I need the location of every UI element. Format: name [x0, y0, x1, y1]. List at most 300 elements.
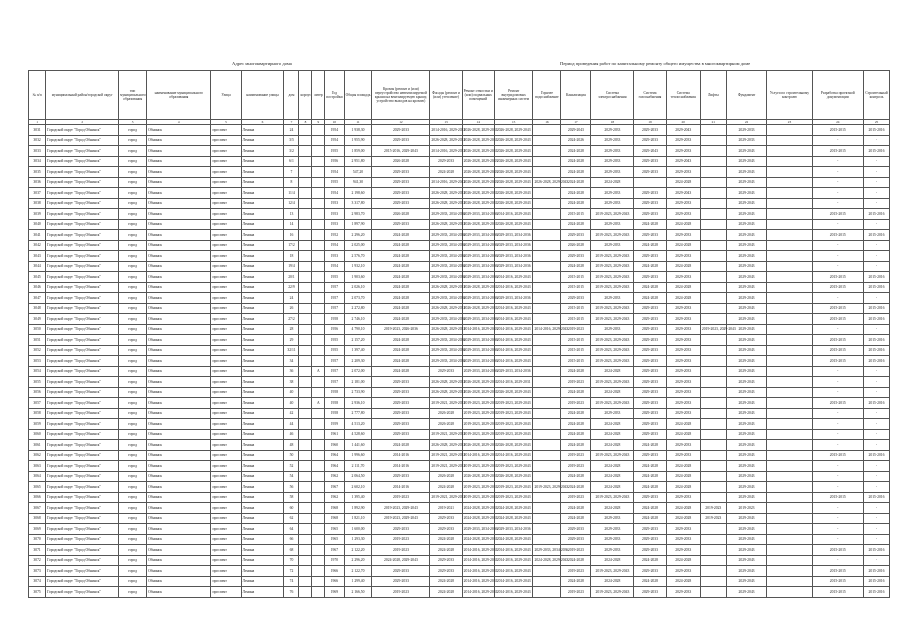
building-control-cell: - [864, 219, 890, 230]
elevator-cell [700, 545, 726, 556]
mo-name-cell: Обнинск [147, 545, 211, 556]
area-cell: 1 996,60 [344, 450, 372, 461]
column-number: 10 [325, 120, 344, 125]
row-number: 3052 [29, 345, 46, 356]
district-cell: Городской округ "Город Обнинск" [46, 566, 119, 577]
table-row [29, 366, 890, 377]
mo-name-cell: Обнинск [147, 146, 211, 157]
engineering-systems-cell: 2026-2028, 2029-2043 [494, 188, 533, 199]
building-control-cell: 2015-2016 [864, 356, 890, 367]
liter-cell [312, 198, 325, 209]
foundation-cell: 2029-2043 [726, 534, 767, 545]
row-number: 3031 [29, 125, 46, 136]
column-number: 7 [284, 120, 299, 125]
mo-type-cell: город [119, 419, 147, 430]
column-header: Кровля (ремонт и (или) переустройство невентилируемой крыши на вентилируемую крышу, устройство выходов на кровлю) [372, 71, 430, 120]
area-cell: 1 859,00 [344, 146, 372, 157]
elevator-cell [700, 240, 726, 251]
facade-cell: 2029-2033 [430, 156, 462, 167]
mo-name-cell: Обнинск [147, 293, 211, 304]
year-cell: 1958 [325, 408, 344, 419]
roof-cell: 2019-2023 [372, 492, 430, 503]
sewerage-cell: 2019-2023 [561, 492, 591, 503]
hot-water-cell [533, 251, 561, 262]
electric-cell: 2024-2028 [591, 419, 634, 430]
district-cell: Городской округ "Город Обнинск" [46, 450, 119, 461]
facade-cell: 2026-2028, 2029-2031 [430, 282, 462, 293]
mo-name-cell: Обнинск [147, 555, 211, 566]
street-type-cell: проспект [211, 345, 241, 356]
table-row [29, 314, 890, 325]
hot-water-cell [533, 335, 561, 346]
heating-cell: 2029-2033 [666, 198, 700, 209]
table-row [29, 440, 890, 451]
building-control-cell: - [864, 429, 890, 440]
design-documentation-cell: 2015-2015 [812, 209, 864, 220]
table-row [29, 545, 890, 556]
foundation-cell: 2029-2043 [726, 450, 767, 461]
row-number: 3074 [29, 576, 46, 587]
foundation-cell: 2019-2023 [726, 503, 767, 514]
design-documentation-cell: - [812, 534, 864, 545]
mo-name-cell: Обнинск [147, 303, 211, 314]
sewerage-cell: 2024-2028 [561, 146, 591, 157]
roof-cell: 2029-2033 [372, 219, 430, 230]
street-name-cell: Ленина [241, 261, 284, 272]
elevator-cell [700, 272, 726, 283]
korpus-cell [299, 335, 312, 346]
year-cell: 1968 [325, 513, 344, 524]
mo-type-cell: город [119, 398, 147, 409]
foundation-cell: 2029-2043 [726, 576, 767, 587]
elevator-cell [700, 209, 726, 220]
house-cell: 11/4 [284, 188, 299, 199]
column-header: дом [284, 71, 299, 120]
mo-name-cell: Обнинск [147, 219, 211, 230]
heating-cell: 2029-2033 [666, 324, 700, 335]
hot-water-cell: 2014-2016, 2029-2043 [533, 324, 561, 335]
year-cell: 1957 [325, 293, 344, 304]
electric-cell: 2019-2023, 2029-2043 [591, 261, 634, 272]
korpus-cell [299, 429, 312, 440]
elevator-cell [700, 314, 726, 325]
basement-cell: 2026-2028, 2029-2031 [462, 219, 494, 230]
design-documentation-cell: - [812, 387, 864, 398]
liter-cell [312, 146, 325, 157]
sewerage-cell: 2024-2028 [561, 198, 591, 209]
facade-cell: 2029-2033 [430, 513, 462, 524]
house-cell: 16 [284, 230, 299, 241]
heating-cell: 2029-2043 [666, 188, 700, 199]
table-row [29, 555, 890, 566]
foundation-cell: 2029-2043 [726, 230, 767, 241]
street-name-cell: Ленина [241, 513, 284, 524]
engineering-systems-cell: 2014-2016, 2029-2043 [494, 324, 533, 335]
mo-name-cell: Обнинск [147, 188, 211, 199]
foundation-cell: 2029-2043 [726, 324, 767, 335]
table-row [29, 419, 890, 430]
foundation-cell: 2029-2033 [726, 125, 767, 136]
heating-cell: 2029-2033 [666, 167, 700, 178]
electric-cell: 2019-2023, 2029-2043 [591, 566, 634, 577]
hot-water-cell [533, 240, 561, 251]
mo-name-cell: Обнинск [147, 167, 211, 178]
house-cell: 74 [284, 576, 299, 587]
heating-cell: 2029-2033 [666, 450, 700, 461]
table-row [29, 240, 890, 251]
row-number: 3066 [29, 492, 46, 503]
street-type-cell: проспект [211, 366, 241, 377]
roof-cell: 2014-2016 [372, 461, 430, 472]
house-cell: 40 [284, 398, 299, 409]
street-type-cell: проспект [211, 261, 241, 272]
district-cell: Городской округ "Город Обнинск" [46, 461, 119, 472]
heating-cell: 2024-2028 [666, 177, 700, 188]
foundation-cell: 2029-2043 [726, 408, 767, 419]
row-number: 3040 [29, 219, 46, 230]
construction-control-cell [767, 324, 812, 335]
facade-cell: 2029-2033, 2034-2036 [430, 345, 462, 356]
building-control-cell: - [864, 167, 890, 178]
korpus-cell [299, 156, 312, 167]
row-number: 3073 [29, 566, 46, 577]
heating-cell: 2029-2033 [666, 408, 700, 419]
building-control-cell: - [864, 366, 890, 377]
liter-cell [312, 534, 325, 545]
facade-cell: 2026-2028, 2029-2031 [430, 303, 462, 314]
foundation-cell: 2029-2043 [726, 188, 767, 199]
construction-control-cell [767, 513, 812, 524]
basement-cell: 2026-2028, 2029-2031 [462, 146, 494, 157]
sewerage-cell: 2015-2015 [561, 335, 591, 346]
roof-cell: 2029-2033 [372, 429, 430, 440]
street-name-cell: Ленина [241, 524, 284, 535]
row-number: 3075 [29, 587, 46, 598]
district-cell: Городской округ "Город Обнинск" [46, 230, 119, 241]
heating-cell: 2029-2033 [666, 534, 700, 545]
korpus-cell [299, 293, 312, 304]
liter-cell [312, 524, 325, 535]
gas-cell: 2029-2033 [634, 324, 666, 335]
basement-cell: 2024-2028, 2029-2031 [462, 534, 494, 545]
construction-control-cell [767, 377, 812, 388]
building-control-cell: 2015-2016 [864, 146, 890, 157]
street-type-cell: проспект [211, 209, 241, 220]
mo-name-cell: Обнинск [147, 471, 211, 482]
mo-name-cell: Обнинск [147, 419, 211, 430]
district-cell: Городской округ "Город Обнинск" [46, 492, 119, 503]
gas-cell: 2024-2028 [634, 261, 666, 272]
capital-repair-table [28, 70, 890, 598]
foundation-cell: 2029-2043 [726, 513, 767, 524]
electric-cell: 2029-2033 [591, 524, 634, 535]
construction-control-cell [767, 282, 812, 293]
house-cell: 32/11 [284, 345, 299, 356]
liter-cell [312, 587, 325, 598]
basement-cell: 2029-2033, 2034-2036 [462, 524, 494, 535]
korpus-cell [299, 356, 312, 367]
elevator-cell [700, 398, 726, 409]
year-cell: 1956 [325, 324, 344, 335]
column-header: Строительный контроль [864, 71, 890, 120]
design-documentation-cell: - [812, 440, 864, 451]
electric-cell: 2019-2023, 2029-2043 [591, 303, 634, 314]
table-row [29, 471, 890, 482]
mo-name-cell: Обнинск [147, 408, 211, 419]
facade-cell: 2026-2028 [430, 419, 462, 430]
roof-cell: 2019-2023, 2029-2043 [372, 513, 430, 524]
house-cell: 46 [284, 429, 299, 440]
hot-water-cell [533, 534, 561, 545]
table-row [29, 387, 890, 398]
facade-cell: 2026-2028, 2029-2031 [430, 135, 462, 146]
construction-control-cell [767, 555, 812, 566]
hot-water-cell: 2019-2023, 2029-2043 [533, 482, 561, 493]
mo-type-cell: город [119, 230, 147, 241]
district-cell: Городской округ "Город Обнинск" [46, 387, 119, 398]
street-name-cell: Ленина [241, 293, 284, 304]
street-name-cell: Ленина [241, 345, 284, 356]
mo-type-cell: город [119, 335, 147, 346]
facade-cell: 2026-2028 [430, 471, 462, 482]
street-type-cell: проспект [211, 125, 241, 136]
gas-cell: 2029-2033 [634, 303, 666, 314]
heating-cell: 2024-2028 [666, 219, 700, 230]
mo-name-cell: Обнинск [147, 587, 211, 598]
area-cell: 547,20 [344, 167, 372, 178]
gas-cell: 2029-2033 [634, 429, 666, 440]
construction-control-cell [767, 230, 812, 241]
gas-cell: 2024-2028 [634, 219, 666, 230]
building-control-cell: - [864, 240, 890, 251]
house-cell: 68 [284, 545, 299, 556]
street-name-cell: Ленина [241, 429, 284, 440]
heating-cell: 2029-2033 [666, 230, 700, 241]
roof-cell: 2029-2033 [372, 125, 430, 136]
liter-cell [312, 545, 325, 556]
heating-cell: 2029-2033 [666, 524, 700, 535]
construction-control-cell [767, 135, 812, 146]
hot-water-cell [533, 356, 561, 367]
elevator-cell [700, 198, 726, 209]
liter-cell [312, 419, 325, 430]
sewerage-cell: 2024-2026 [561, 135, 591, 146]
design-documentation-cell: 2015-2015 [812, 398, 864, 409]
korpus-cell [299, 461, 312, 472]
sewerage-cell: 2024-2028 [561, 387, 591, 398]
basement-cell: 2014-2016, 2029-2031 [462, 587, 494, 598]
mo-name-cell: Обнинск [147, 209, 211, 220]
sewerage-cell: 2019-2023 [561, 545, 591, 556]
roof-cell: 2024-2028 [372, 366, 430, 377]
building-control-cell: 2015-2016 [864, 545, 890, 556]
district-cell: Городской округ "Город Обнинск" [46, 503, 119, 514]
design-documentation-cell: 2015-2015 [812, 545, 864, 556]
gas-cell: 2029-2043 [634, 146, 666, 157]
hot-water-cell [533, 366, 561, 377]
foundation-cell: 2029-2043 [726, 461, 767, 472]
year-cell: 1968 [325, 503, 344, 514]
design-documentation-cell: - [812, 240, 864, 251]
row-number: 3056 [29, 387, 46, 398]
construction-control-cell [767, 177, 812, 188]
row-number: 3039 [29, 209, 46, 220]
facade-cell: 2029-2033, 2034-2036 [430, 356, 462, 367]
mo-name-cell: Обнинск [147, 282, 211, 293]
basement-cell: 2019-2023, 2029-2031 [462, 419, 494, 430]
row-number: 3058 [29, 408, 46, 419]
hot-water-cell [533, 387, 561, 398]
column-header: тип муниципального образования [119, 71, 147, 120]
table-row [29, 587, 890, 598]
table-row [29, 219, 890, 230]
electric-cell: 2024-2028 [591, 440, 634, 451]
year-cell: 1954 [325, 167, 344, 178]
house-cell: 14 [284, 219, 299, 230]
basement-cell: 2029-2033, 2034-2036 [462, 272, 494, 283]
hot-water-cell [533, 429, 561, 440]
liter-cell [312, 314, 325, 325]
mo-type-cell: город [119, 566, 147, 577]
engineering-systems-cell: 2026-2028, 2029-2043 [494, 471, 533, 482]
column-header: наименование муниципального образования [147, 71, 211, 120]
column-header: Общая площадь [344, 71, 372, 120]
street-name-cell: Ленина [241, 209, 284, 220]
heating-cell: 2024-2028 [666, 429, 700, 440]
column-header: Услуги по строительному контролю [767, 71, 812, 120]
roof-cell: 2019-2023 [372, 534, 430, 545]
hot-water-cell [533, 314, 561, 325]
district-cell: Городской округ "Город Обнинск" [46, 125, 119, 136]
mo-type-cell: город [119, 587, 147, 598]
area-cell: 1 892,90 [344, 503, 372, 514]
street-type-cell: проспект [211, 282, 241, 293]
sewerage-cell: 2024-2028 [561, 513, 591, 524]
design-documentation-cell: - [812, 471, 864, 482]
electric-cell: 2029-2033 [591, 135, 634, 146]
electric-cell: 2024-2028 [591, 482, 634, 493]
sewerage-cell: 2019-2023 [561, 566, 591, 577]
mo-type-cell: город [119, 156, 147, 167]
district-cell: Городской округ "Город Обнинск" [46, 167, 119, 178]
table-row [29, 146, 890, 157]
design-documentation-cell: 2015-2015 [812, 450, 864, 461]
table-row [29, 576, 890, 587]
construction-control-cell [767, 545, 812, 556]
column-header: наименование улицы [241, 71, 284, 120]
column-header: Канализация [561, 71, 591, 120]
korpus-cell [299, 419, 312, 430]
sewerage-cell: 2024-2028 [561, 167, 591, 178]
street-type-cell: проспект [211, 524, 241, 535]
year-cell: 1954 [325, 125, 344, 136]
elevator-cell [700, 471, 726, 482]
electric-cell: 2024-2028 [591, 366, 634, 377]
heating-cell: 2029-2033 [666, 356, 700, 367]
heating-cell: 2024-2028 [666, 576, 700, 587]
foundation-cell: 2029-2043 [726, 303, 767, 314]
design-documentation-cell: 2015-2015 [812, 356, 864, 367]
gas-cell: 2024-2028 [634, 576, 666, 587]
foundation-cell: 2029-2043 [726, 261, 767, 272]
area-cell: 2 166,50 [344, 587, 372, 598]
electric-cell: 2029-2033 [591, 324, 634, 335]
table-row [29, 566, 890, 577]
mo-name-cell: Обнинск [147, 576, 211, 587]
facade-cell: 2026-2028, 2029-2031 [430, 188, 462, 199]
korpus-cell [299, 503, 312, 514]
heating-cell: 2029-2033 [666, 492, 700, 503]
sewerage-cell: 2026-2028 [561, 240, 591, 251]
electric-cell: 2019-2023, 2029-2043 [591, 345, 634, 356]
year-cell: 1958 [325, 314, 344, 325]
korpus-cell [299, 177, 312, 188]
sewerage-cell: 2015-2015 [561, 272, 591, 283]
liter-cell [312, 335, 325, 346]
row-number: 3046 [29, 282, 46, 293]
engineering-systems-cell: 2014-2016, 2029-2043 [494, 209, 533, 220]
elevator-cell [700, 408, 726, 419]
hot-water-cell [533, 492, 561, 503]
mo-type-cell: город [119, 576, 147, 587]
korpus-cell [299, 440, 312, 451]
street-type-cell: проспект [211, 471, 241, 482]
mo-name-cell: Обнинск [147, 125, 211, 136]
table-row [29, 356, 890, 367]
street-type-cell: проспект [211, 177, 241, 188]
house-cell: 50 [284, 450, 299, 461]
street-name-cell: Ленина [241, 303, 284, 314]
mo-type-cell: город [119, 503, 147, 514]
korpus-cell [299, 555, 312, 566]
table-row [29, 251, 890, 262]
mo-type-cell: город [119, 545, 147, 556]
elevator-cell [700, 135, 726, 146]
street-name-cell: Ленина [241, 408, 284, 419]
street-name-cell: Ленина [241, 482, 284, 493]
korpus-cell [299, 188, 312, 199]
mo-type-cell: город [119, 429, 147, 440]
street-name-cell: Ленина [241, 356, 284, 367]
liter-cell [312, 303, 325, 314]
sewerage-cell: 2024-2028 [561, 408, 591, 419]
table-row [29, 188, 890, 199]
sewerage-cell: 2015-2015 [561, 345, 591, 356]
foundation-cell: 2029-2043 [726, 419, 767, 430]
roof-cell: 2019-2023, 2029-2043 [372, 503, 430, 514]
facade-cell: 2024-2028 [430, 587, 462, 598]
year-cell: 1962 [325, 471, 344, 482]
column-number: 18 [591, 120, 634, 125]
year-cell: 1967 [325, 545, 344, 556]
facade-cell: 2026-2028, 2029-2031 [430, 219, 462, 230]
column-number: 21 [700, 120, 726, 125]
liter-cell [312, 251, 325, 262]
street-type-cell: проспект [211, 545, 241, 556]
mo-type-cell: город [119, 240, 147, 251]
design-documentation-cell: 2015-2015 [812, 146, 864, 157]
liter-cell [312, 440, 325, 451]
foundation-cell: 2029-2043 [726, 335, 767, 346]
basement-cell: 2026-2028, 2029-2031 [462, 135, 494, 146]
foundation-cell: 2029-2043 [726, 471, 767, 482]
gas-cell: 2029-2033 [634, 492, 666, 503]
row-number: 3037 [29, 188, 46, 199]
table-row [29, 398, 890, 409]
construction-control-cell [767, 450, 812, 461]
mo-type-cell: город [119, 408, 147, 419]
mo-name-cell: Обнинск [147, 230, 211, 241]
